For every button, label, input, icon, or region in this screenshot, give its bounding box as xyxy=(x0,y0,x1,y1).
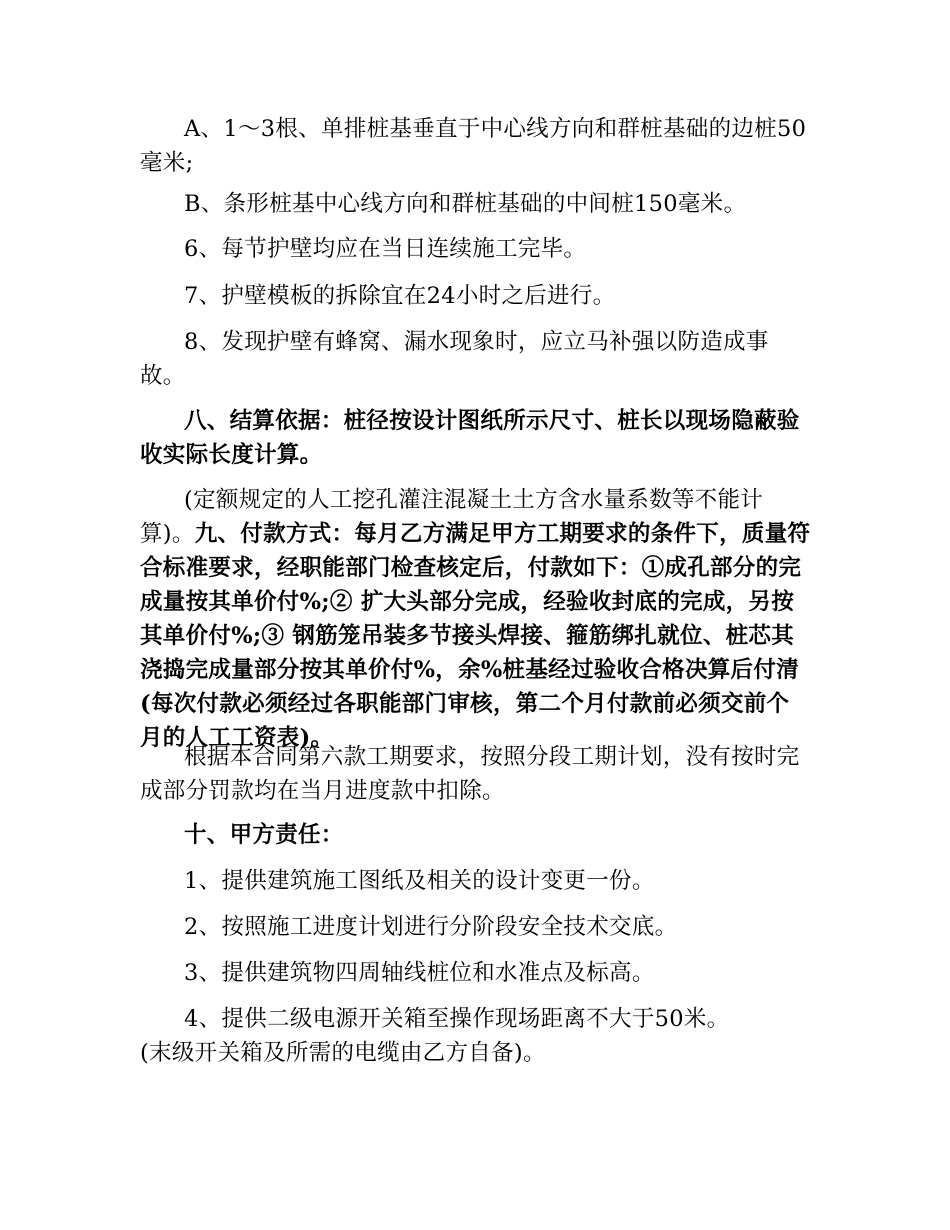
paragraph-item-7: 7、护壁模板的拆除宜在24小时之后进行。 xyxy=(184,283,616,309)
paragraph-duty-4-note: (末级开关箱及所需的电缆由乙方自备)。 xyxy=(140,1040,546,1066)
paragraph-duty-4: 4、提供二级电源开关箱至操作现场距离不大于50米。 xyxy=(184,1006,730,1032)
paragraph-item-6: 6、每节护壁均应在当日连续施工完毕。 xyxy=(184,236,587,262)
section-heading-party-a-duties: 十、甲方责任： xyxy=(184,822,344,848)
paragraph-duty-3: 3、提供建筑物四周轴线桩位和水准点及标高。 xyxy=(184,960,655,986)
paragraph-pile-tolerance-a: A、1～3根、单排桩基垂直于中心线方向和群桩基础的边桩50毫米; xyxy=(140,116,807,176)
paragraph-payment-terms xyxy=(140,483,812,755)
section-heading-payment-method: 九、付款方式：每月乙方满足甲方工期要求的条件下，质量符合标准要求，经职能部门检查核定后，付款如下：①成孔部分的完成量按其单价付%;② 扩大头部分完成，经验收封底的完成，另按其单价付%;③ 钢筋笼吊装多节接头焊接、箍筋绑扎就位、桩芯其浇捣完成量部分按其单价付%，余%桩基经过验收合格决算后付清(每次付款必须经过各职能部门审核，第二个月付款前必须交前个月的人工工资表)。 xyxy=(140,521,811,751)
section-heading-settlement-basis: 八、结算依据：桩径按设计图纸所示尺寸、桩长以现场隐蔽验收实际长度计算。 xyxy=(140,408,800,468)
paragraph-duty-1: 1、提供建筑施工图纸及相关的设计变更一份。 xyxy=(184,868,655,894)
paragraph-item-8: 8、发现护壁有蜂窝、漏水现象时，应立马补强以防造成事故。 xyxy=(140,329,769,389)
paragraph-penalty: 根据本合同第六款工期要求，按照分段工期计划，没有按时完成部分罚款均在当月进度款中扣除。 xyxy=(140,744,800,804)
payment-note-text: (定额规定的人工挖孔灌注混凝土土方含水量系数等不能计算)。 xyxy=(140,487,764,547)
paragraph-duty-2: 2、按照施工进度计划进行分阶段安全技术交底。 xyxy=(184,914,678,940)
paragraph-pile-tolerance-b: B、条形桩基中心线方向和群桩基础的中间桩150毫米。 xyxy=(184,191,747,217)
